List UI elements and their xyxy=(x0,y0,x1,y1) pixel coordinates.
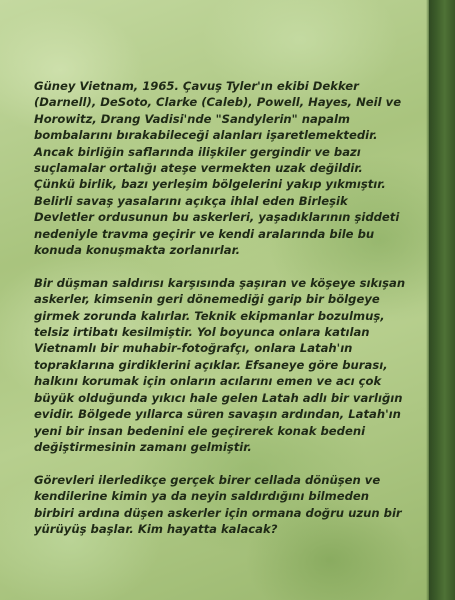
back-cover-blurb xyxy=(34,78,406,554)
blurb-paragraph-2: Bir düşman saldırısı karşısında şaşıran ve köşeye sıkışan askerler, kimsenin geri dönemediği garip bir bölgeye girmek zorunda kalırlar. Teknik ekipmanlar bozulmuş, telsiz irtibatı kesilmiştir. Yol boyunca onlara katılan Vietnamlı bir muhabir-fotoğrafçı, onlara Latah'ın topraklarına girdiklerini açıklar. Efsaneye göre burası, halkını korumak için onların acılarını emen ve acı çok büyük olduğunda yıkıcı hale gelen Latah adlı bir varlığın evidir. Bölgede yıllarca süren savaşın ardından, Latah'ın yeni bir insan bedenini ele geçirerek konak bedeni değiştirmesinin zamanı gelmiştir. xyxy=(34,275,406,454)
blurb-paragraph-1: Güney Vietnam, 1965. Çavuş Tyler'ın ekibi Dekker (Darnell), DeSoto, Clarke (Caleb), Powell, Hayes, Neil ve Horowitz, Drang Vadisi'nde "Sandylerin" napalm bombalarını bırakabileceği alanları işaretlemektedir. Ancak birliğin saflarında ilişkiler gergindir ve bazı suçlamalar ortalığı ateşe vermekten uzak değildir. Çünkü birlik, bazı yerleşim bölgelerini yakıp yıkmıştır. Belirli savaş yasalarını açıkça ihlal eden Birleşik Devletler ordusunun bu askerleri, yaşadıklarının şiddeti nedeniyle travma geçirir ve kendi aralarında bile bu konuda konuşmakta zorlanırlar. xyxy=(34,79,402,258)
blurb-paragraph-3: Görevleri ilerledikçe gerçek birer cellada dönüşen ve kendilerine kimin ya da neyin saldırdığını bilmeden birbiri ardına düşen askerler için ormana doğru uzun bir yürüyüş başlar. Kim hayatta kalacak? xyxy=(34,472,402,536)
book-spine xyxy=(429,0,455,600)
